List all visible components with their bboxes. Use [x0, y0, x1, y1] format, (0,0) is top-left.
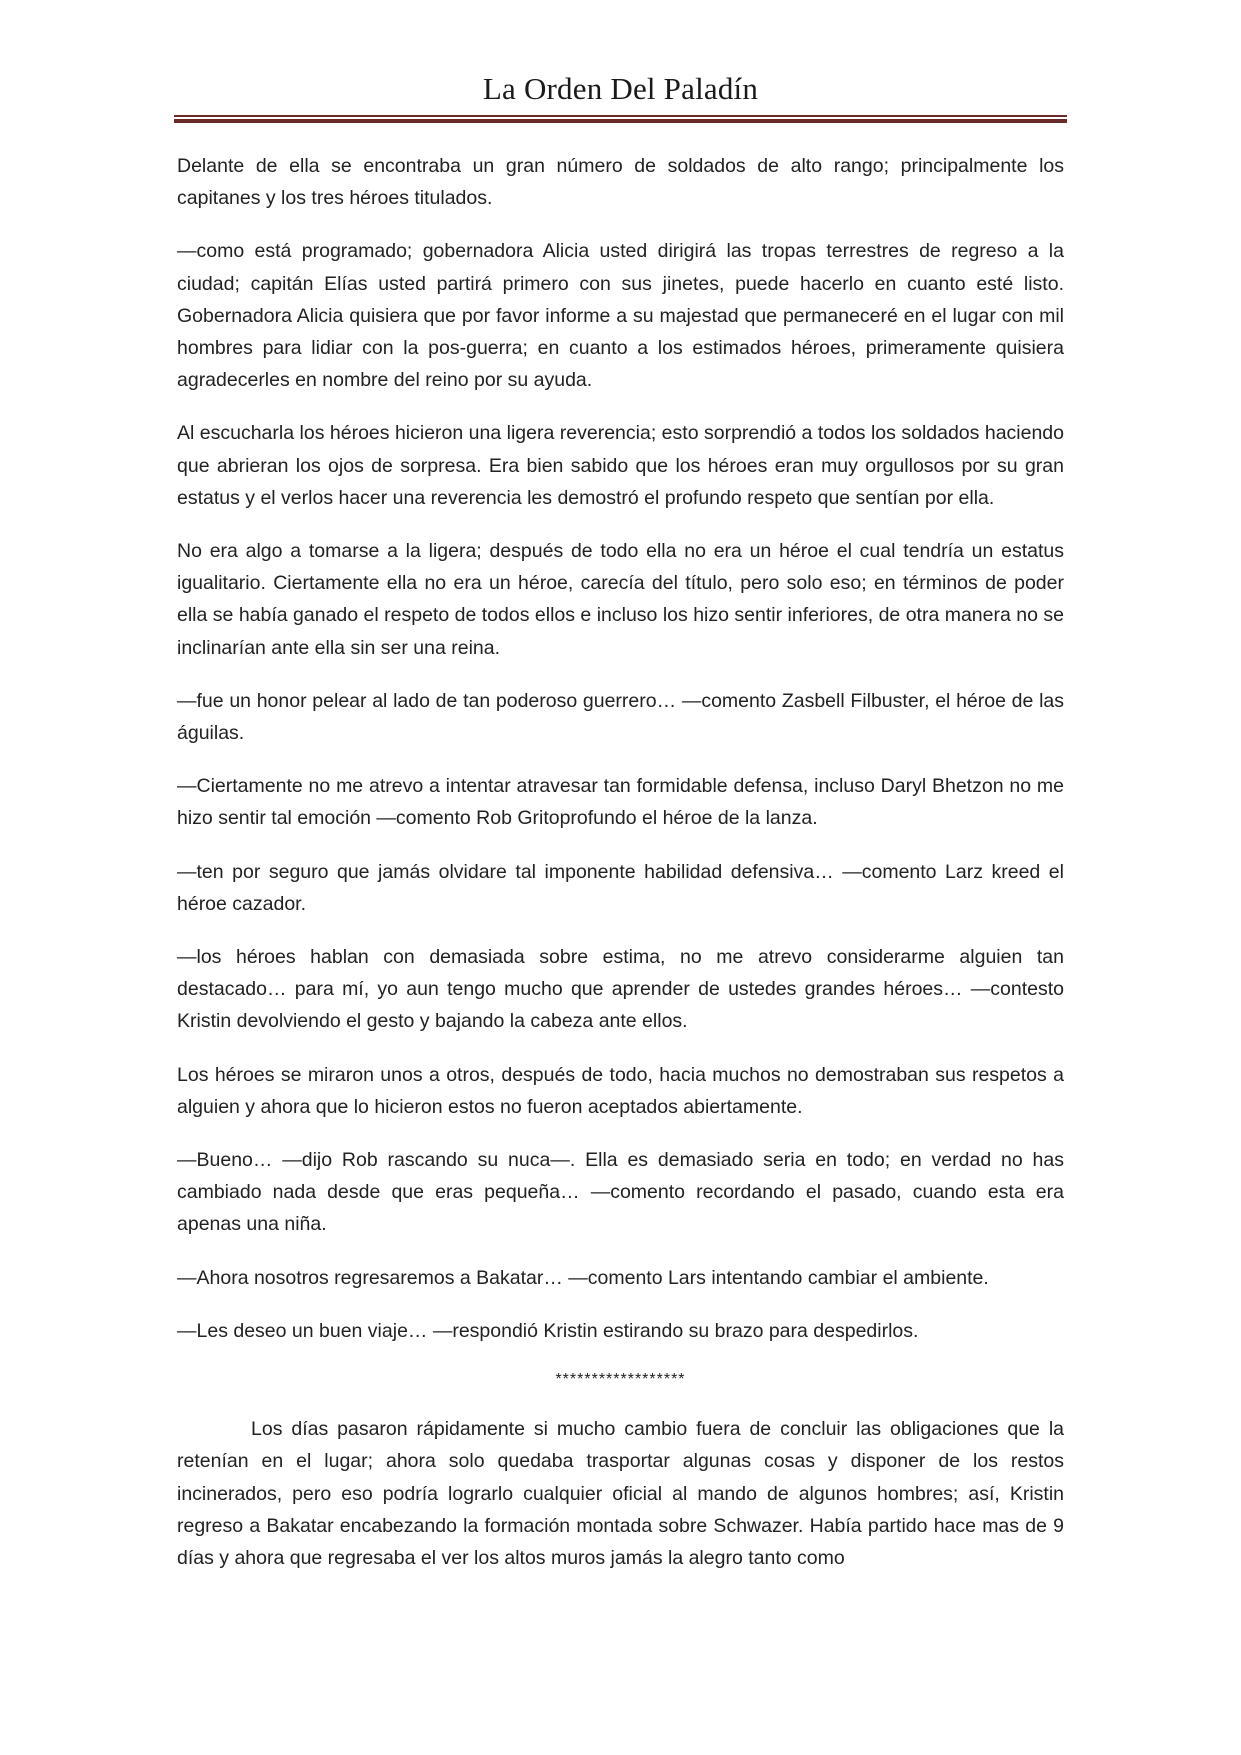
- paragraph: —fue un honor pelear al lado de tan poderoso guerrero… —comento Zasbell Filbuster, el héroe de las águilas.: [177, 689, 1064, 745]
- paragraph: —Ahora nosotros regresaremos a Bakatar… —comento Lars intentando cambiar el ambiente.: [177, 1266, 989, 1289]
- paragraph: Al escucharla los héroes hicieron una ligera reverencia; esto sorprendió a todos los soldados haciendo que abrieran los ojos de sorpresa. Era bien sabido que los héroes eran muy orgullosos por su gran estatus y el verlos hacer una reverencia les demostró el profundo respeto que sentían por ella.: [177, 422, 1064, 509]
- paragraph: No era algo a tomarse a la ligera; después de todo ella no era un héroe el cual tendría un estatus igualitario. Ciertamente ella no era un héroe, carecía del título, pero solo eso; en términos de poder ella se había ganado el respeto de todos ellos e incluso los hizo sentir inferiores, de otra manera no se inclinarían ante ella sin ser una reina.: [177, 540, 1064, 659]
- paragraph: —ten por seguro que jamás olvidare tal imponente habilidad defensiva… —comento Larz kreed el héroe cazador.: [177, 860, 1064, 915]
- header-divider: [174, 115, 1067, 123]
- paragraph: Los héroes se miraron unos a otros, después de todo, hacia muchos no demostraban sus respetos a alguien y ahora que lo hicieron estos no fueron aceptados abiertamente.: [177, 1063, 1064, 1118]
- paragraph: —Ciertamente no me atrevo a intentar atravesar tan formidable defensa, incluso Daryl Bhetzon no me hizo sentir tal emoción —comento Rob Gritoprofundo el héroe de la lanza.: [177, 775, 1064, 830]
- section-separator: ******************: [555, 1371, 686, 1389]
- paragraph-indented: Los días pasaron rápidamente si mucho cambio fuera de concluir las obligaciones que la retenían en el lugar; ahora solo quedaba trasportar algunas cosas y disponer de los restos incinerados, pero eso podría lograrlo cualquier oficial al mando de algunos hombres; así, Kristin regreso a Bakatar encabezando la formación montada sobre Schwazer. Había partido hace mas de 9 días y ahora que regresaba el ver los altos muros jamás la alegro tanto como: [177, 1418, 1064, 1569]
- page-header: [174, 70, 1067, 123]
- paragraph: —Les deseo un buen viaje… —respondió Kristin estirando su brazo para despedirlos.: [177, 1319, 919, 1342]
- paragraph: —los héroes hablan con demasiada sobre estima, no me atrevo considerarme alguien tan destacado… para mí, yo aun tengo mucho que aprender de ustedes grandes héroes… —contesto Kristin devolviendo el gesto y bajando la cabeza ante ellos.: [177, 946, 1064, 1033]
- paragraph: Delante de ella se encontraba un gran número de soldados de alto rango; principalmente los capitanes y los tres héroes titulados.: [177, 155, 1064, 210]
- paragraph: —Bueno… —dijo Rob rascando su nuca—. Ella es demasiado seria en todo; en verdad no has cambiado nada desde que eras pequeña… —comento recordando el pasado, cuando esta era apenas una niña.: [177, 1149, 1064, 1236]
- document-body: [177, 150, 1064, 1595]
- header-title: La Orden Del Paladín: [482, 71, 759, 106]
- paragraph: —como está programado; gobernadora Alicia usted dirigirá las tropas terrestres de regreso a la ciudad; capitán Elías usted partirá primero con sus jinetes, puede hacerlo en cuanto esté listo. Gobernadora Alicia quisiera que por favor informe a su majestad que permaneceré en el lugar con mil hombres para lidiar con la pos-guerra; en cuanto a los estimados héroes, primeramente quisiera agradecerles en nombre del reino por su ayuda.: [177, 240, 1064, 392]
